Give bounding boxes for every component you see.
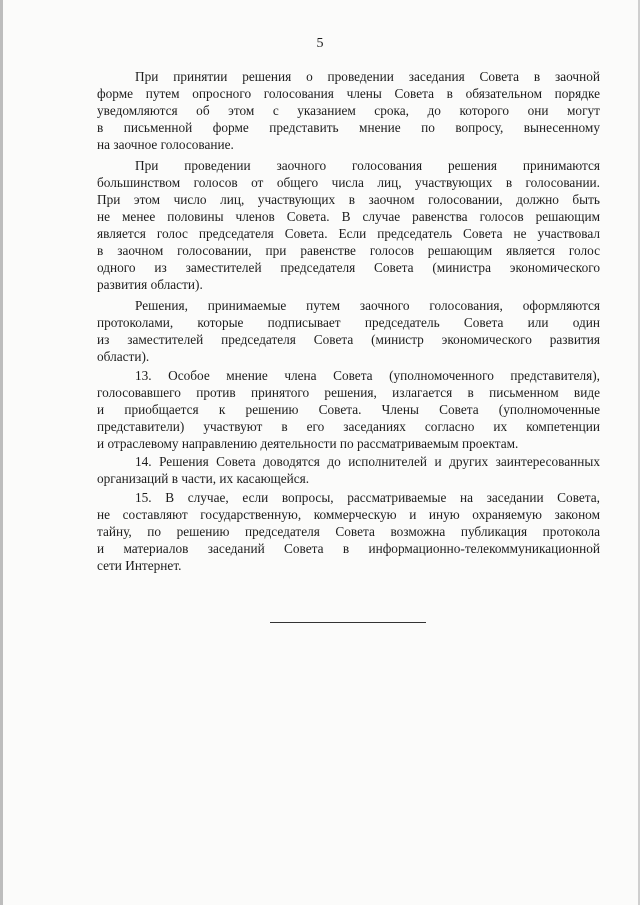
text-line: сети Интернет. — [97, 558, 182, 573]
text-line: в заочном голосовании, при равенстве голосов решающим является голос — [97, 243, 600, 258]
text-line: При этом число лиц, участвующих в заочном голосовании, должно быть — [97, 192, 600, 207]
text-line: и материалов заседаний Совета в информационно-телекоммуникационной — [97, 541, 600, 556]
text-line: одного из заместителей председателя Совета (министра экономического — [97, 260, 600, 275]
text-line: 13. Особое мнение члена Совета (уполномоченного представителя), — [135, 368, 600, 383]
text-line: протоколами, которые подписывает председатель Совета или один — [97, 315, 600, 330]
text-line: форме путем опросного голосования члены Совета в обязательном порядке — [97, 86, 600, 101]
scan-edge-left — [0, 0, 3, 905]
text-line: тайну, по решению председателя Совета возможна публикация протокола — [97, 524, 600, 539]
text-line: на заочное голосование. — [97, 137, 234, 152]
page-number: 5 — [316, 36, 324, 51]
text-line: является голос председателя Совета. Если председатель Совета не участвовал — [97, 226, 600, 241]
text-line: и приобщается к решению Совета. Члены Совета (уполномоченные — [97, 402, 600, 417]
text-line: области). — [97, 349, 150, 364]
text-line: не составляют государственную, коммерческую и иную охраняемую законом — [97, 507, 600, 522]
text-line: При принятии решения о проведении заседания Совета в заочной — [135, 69, 600, 84]
text-line: большинством голосов от общего числа лиц, участвующих в голосовании. — [97, 175, 600, 190]
text-line: 15. В случае, если вопросы, рассматриваемые на заседании Совета, — [135, 490, 600, 505]
text-line: Решения, принимаемые путем заочного голосования, оформляются — [135, 298, 600, 313]
text-line: в письменной форме представить мнение по вопросу, вынесенному — [97, 120, 600, 135]
text-line: представители) участвуют в его заседаниях согласно их компетенции — [97, 419, 600, 434]
text-line: и отраслевому направлению деятельности по рассматриваемым проектам. — [97, 436, 519, 451]
text-line: голосовавшего против принятого решения, излагается в письменном виде — [97, 385, 600, 400]
text-line: из заместителей председателя Совета (министр экономического развития — [97, 332, 600, 347]
text-line: уведомляются об этом с указанием срока, до которого они могут — [97, 103, 600, 118]
text-line: При проведении заочного голосования решения принимаются — [135, 158, 600, 173]
text-line: развития области). — [97, 277, 203, 292]
text-line: 14. Решения Совета доводятся до исполнителей и других заинтересованных — [135, 454, 600, 469]
text-line: не менее половины членов Совета. В случае равенства голосов решающим — [97, 209, 600, 224]
end-of-document-rule — [270, 622, 426, 623]
text-line: организаций в части, их касающейся. — [97, 471, 310, 486]
